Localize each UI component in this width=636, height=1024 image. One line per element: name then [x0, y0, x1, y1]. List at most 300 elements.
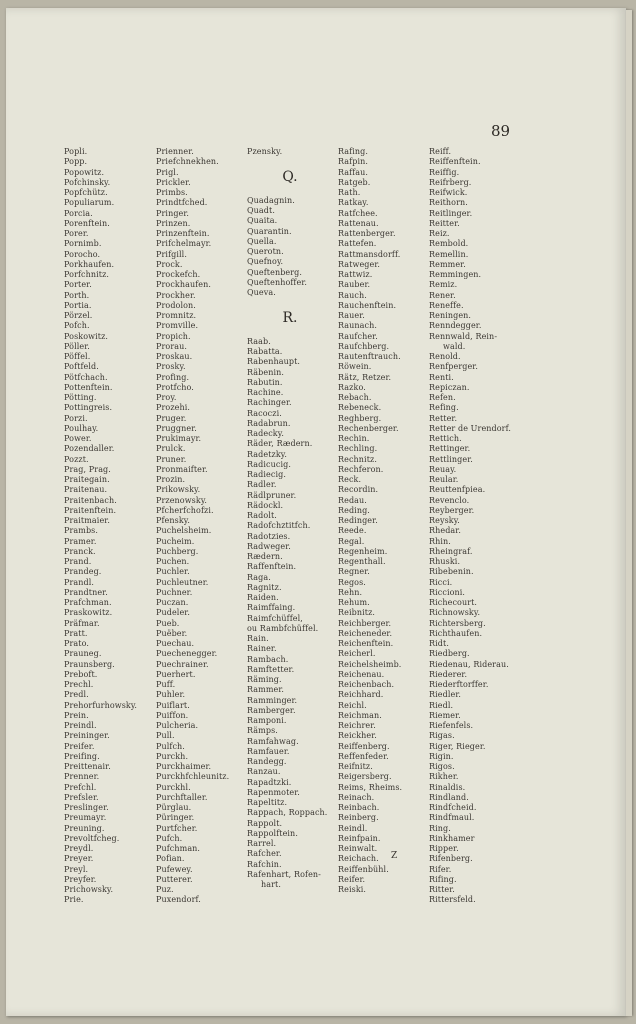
- name-entry: Ratkay.: [338, 198, 369, 208]
- name-entry: Reims, Rheims.: [338, 782, 403, 792]
- name-entry: Rämps.: [247, 726, 278, 736]
- name-entry: Rapenmoter.: [247, 787, 300, 797]
- name-entry: Rindfmaul.: [429, 813, 475, 823]
- name-entry: Reinberg.: [338, 813, 379, 823]
- name-entry: Radofchztitfch.: [247, 521, 311, 531]
- name-entry: Puff.: [156, 680, 176, 689]
- name-entry: Rebeneck.: [338, 403, 382, 413]
- name-entry: Rauer.: [338, 311, 365, 320]
- name-entry: Richtersberg.: [429, 618, 486, 628]
- name-entry: Rattenberger.: [338, 229, 396, 238]
- name-entry: Raimffaing.: [247, 603, 296, 613]
- name-entry: Reichenau.: [338, 669, 385, 679]
- name-entry: Pozendaller.: [64, 444, 115, 454]
- name-entry: Reneffe.: [429, 300, 464, 310]
- name-entry: Puchleutner.: [156, 577, 209, 587]
- name-entry: Reiffig.: [429, 167, 460, 177]
- name-entry: ou Rambfchüffel.: [247, 623, 319, 633]
- name-entry: Prorau.: [156, 341, 188, 351]
- name-entry: Renti.: [429, 372, 454, 382]
- name-entry: Rattmansdorff.: [338, 249, 401, 259]
- name-entry: Prevoltfcheg.: [64, 833, 120, 843]
- name-entry: Purchftaller.: [156, 792, 208, 802]
- name-entry: Randegg.: [247, 757, 287, 766]
- name-column-2: [156, 147, 248, 906]
- name-entry: Ricci.: [429, 577, 453, 587]
- name-entry: Rheingraf.: [429, 546, 473, 556]
- name-entry: Ramponi.: [247, 716, 287, 725]
- name-entry: Pfensky.: [156, 516, 190, 525]
- name-entry: Reinwalt.: [338, 844, 378, 853]
- name-entry: Quefnoy.: [247, 257, 284, 267]
- name-entry: Prockhaufen.: [156, 280, 212, 290]
- name-entry: Raunach.: [338, 321, 378, 331]
- name-entry: Remiz.: [429, 280, 458, 290]
- name-entry: Rädockl.: [247, 500, 284, 510]
- name-entry: Reichach.: [338, 854, 379, 864]
- name-entry: Pratt.: [64, 628, 88, 638]
- name-entry: Prulck.: [156, 444, 186, 454]
- name-entry: Richecourt.: [429, 598, 478, 607]
- name-entry: Rettinger.: [429, 444, 471, 454]
- name-entry: Rauber.: [338, 280, 371, 290]
- name-entry: Porth.: [64, 290, 90, 300]
- name-entry: Rhuski.: [429, 557, 461, 566]
- name-column-3: [247, 147, 339, 890]
- name-entry: Prosky.: [156, 362, 186, 372]
- name-entry: Preydl.: [64, 844, 94, 853]
- name-entry: Preininger.: [64, 731, 110, 741]
- name-entry: Rachinger.: [247, 398, 292, 408]
- name-entry: Reningen.: [429, 311, 472, 320]
- name-entry: Reding.: [338, 505, 370, 515]
- name-entry: Revenclo.: [429, 495, 470, 505]
- name-entry: Rätz, Retzer.: [338, 372, 392, 382]
- name-entry-two-line: [247, 870, 339, 891]
- name-entry: Rigos.: [429, 762, 455, 771]
- name-entry: Rhin.: [429, 536, 451, 546]
- name-entry: Regos.: [338, 577, 366, 587]
- name-entry: Rappolt.: [247, 818, 283, 828]
- name-entry: Prechl.: [64, 680, 94, 689]
- name-entry: Reigersberg.: [338, 772, 392, 782]
- name-entry: Pruger.: [156, 413, 187, 423]
- name-entry: Reibnitz.: [338, 608, 376, 618]
- name-entry: Rinaldis.: [429, 782, 466, 792]
- name-entry: Ragnitz.: [247, 582, 282, 592]
- name-entry: Rembold.: [429, 239, 469, 249]
- name-entry: Praitenftein.: [64, 505, 117, 515]
- name-entry: Reichenftein.: [338, 639, 394, 648]
- name-entry: Reitter.: [429, 218, 460, 228]
- name-entry: Redinger.: [338, 516, 378, 525]
- name-entry: Retter de Urendorf.: [429, 423, 512, 433]
- name-entry: Reifnitz.: [338, 762, 373, 771]
- name-entry: Rechenberger.: [338, 423, 399, 433]
- name-entry: Purckhfchleunitz.: [156, 772, 230, 782]
- name-entry: Rindland.: [429, 792, 469, 802]
- name-entry: Recordin.: [338, 485, 379, 495]
- name-entry: Predl.: [64, 690, 89, 700]
- name-entry: Puczan.: [156, 598, 189, 607]
- name-entry: Preslinger.: [64, 803, 109, 812]
- name-entry: Prinzen.: [156, 218, 191, 228]
- name-entry: Ramfahwag.: [247, 736, 299, 746]
- name-entry: Räder, Rædern.: [247, 439, 313, 449]
- name-entry: Riedl.: [429, 700, 454, 710]
- name-entry: Rafchin.: [247, 859, 282, 869]
- name-entry: Pucheim.: [156, 536, 195, 546]
- name-entry: Praunsberg.: [64, 659, 115, 669]
- name-entry: Retter.: [429, 413, 458, 423]
- name-entry: Rigin.: [429, 751, 454, 761]
- name-entry: Prand.: [64, 557, 92, 566]
- name-entry: Räbenin.: [247, 367, 285, 377]
- name-entry: Reede.: [338, 526, 367, 536]
- name-entry: Remellin.: [429, 249, 469, 259]
- name-entry: Riedberg.: [429, 649, 470, 659]
- name-entry: Raimfchüffel,: [247, 613, 303, 623]
- name-column-4: [338, 147, 430, 895]
- name-entry: Puchelsheim.: [156, 526, 212, 536]
- name-entry: Purtfcher.: [156, 823, 198, 833]
- name-entry: Porcia.: [64, 208, 93, 218]
- name-entry: Prifgill.: [156, 249, 187, 259]
- name-entry: Remmer.: [429, 259, 466, 269]
- name-entry: Puxendorf.: [156, 895, 201, 905]
- name-entry: Reiski.: [338, 885, 367, 894]
- name-entry: Reichhard.: [338, 690, 384, 700]
- name-entry: Puechrainer.: [156, 659, 209, 669]
- name-entry: Prinzenftein.: [156, 229, 210, 238]
- name-entry: Preifing.: [64, 751, 100, 761]
- name-entry: Radabrun.: [247, 418, 291, 428]
- name-entry: Raab.: [247, 336, 271, 346]
- name-entry: Rambach.: [247, 654, 289, 664]
- name-entry: Reiffenftein.: [429, 157, 481, 167]
- name-entry: Preboft.: [64, 669, 98, 679]
- name-entry: Rener.: [429, 290, 456, 300]
- name-entry: Puhler.: [156, 690, 186, 700]
- name-entry: Promville.: [156, 321, 199, 331]
- name-entry: Preuning.: [64, 823, 105, 833]
- name-entry: Rechnitz.: [338, 454, 377, 464]
- name-entry: Rauch.: [338, 290, 367, 300]
- name-entry: Porter.: [64, 280, 92, 290]
- name-entry: Prie.: [64, 895, 84, 905]
- name-entry: Pranck.: [64, 546, 96, 556]
- name-column-5: [429, 147, 529, 906]
- name-entry: Porzi.: [64, 413, 88, 423]
- name-entry: Puz.: [156, 885, 174, 894]
- name-entry: Prifchelmayr.: [156, 239, 212, 249]
- name-entry: Poftfeld.: [64, 362, 99, 372]
- name-entry: Pulfch.: [156, 741, 185, 751]
- name-entry: Pudeler.: [156, 608, 190, 618]
- name-entry: Repiczan.: [429, 382, 470, 392]
- name-entry: Ramfauer.: [247, 746, 290, 756]
- name-entry-line-2: wald.: [443, 341, 466, 351]
- name-entry: Ring.: [429, 823, 451, 833]
- name-entry: Ramminger.: [247, 695, 298, 705]
- name-entry: Riger, Rieger.: [429, 741, 486, 751]
- name-entry: Porocho.: [64, 249, 101, 259]
- name-entry: Rehn.: [338, 587, 363, 597]
- name-entry: Pottingreis.: [64, 403, 113, 413]
- name-entry: Prehorfurhowsky.: [64, 700, 138, 710]
- name-entry-line-1: Rennwald, Rein-: [429, 331, 498, 341]
- name-entry: Prichowsky.: [64, 885, 114, 894]
- name-entry: Raffenftein.: [247, 562, 297, 572]
- name-entry: Radler.: [247, 480, 277, 490]
- name-entry: Reysky.: [429, 516, 460, 525]
- name-entry: Power.: [64, 434, 92, 443]
- name-entry: Racoczi.: [247, 408, 282, 418]
- name-entry: Queftenhoffer.: [247, 277, 308, 287]
- name-entry: Reicherl.: [338, 649, 376, 659]
- name-entry: Reicheneder.: [338, 628, 393, 638]
- name-entry: Rabatta.: [247, 347, 283, 356]
- name-entry: Puiffon.: [156, 710, 189, 720]
- name-entry: Renndegger.: [429, 321, 482, 331]
- name-entry: Poskowitz.: [64, 331, 109, 341]
- name-entry: Pull.: [156, 731, 175, 741]
- name-entry: Rettlinger.: [429, 454, 473, 464]
- name-entry: Riemer.: [429, 710, 461, 720]
- name-entry: Putterer.: [156, 874, 193, 884]
- name-entry: Puechenegger.: [156, 649, 218, 659]
- name-entry: Preindl.: [64, 721, 97, 730]
- name-entry: Promnitz.: [156, 311, 197, 320]
- name-entry: Pufchman.: [156, 844, 201, 853]
- name-entry: Reifrberg.: [429, 177, 472, 187]
- name-entry: Rauchenftein.: [338, 300, 397, 310]
- name-entry: Profing.: [156, 372, 190, 382]
- name-entry: Reghberg.: [338, 413, 382, 423]
- name-entry: Rindfcheid.: [429, 803, 477, 812]
- section-letter-heading: Q.: [282, 168, 298, 185]
- name-entry: Pruner.: [156, 454, 187, 464]
- name-entry: Raiden.: [247, 593, 279, 602]
- name-entry: Puchberg.: [156, 546, 199, 556]
- name-entry: Rafpin.: [338, 157, 369, 167]
- name-entry: Radweger.: [247, 541, 291, 551]
- name-entry: Richthaufen.: [429, 628, 483, 638]
- name-entry: Popfchütz.: [64, 188, 108, 197]
- name-entry: Riederftorffer.: [429, 680, 489, 689]
- name-entry: Pronmaifter.: [156, 464, 208, 474]
- name-entry: Rebach.: [338, 393, 372, 402]
- name-entry: Reithorn.: [429, 198, 468, 208]
- name-entry: Radicucig.: [247, 459, 291, 469]
- name-entry: Raufchberg.: [338, 341, 390, 351]
- name-entry: Richnowsky.: [429, 608, 481, 618]
- name-entry: Puechau.: [156, 639, 195, 648]
- name-entry: Rattwiz.: [338, 270, 373, 279]
- name-entry: Reichelsheimb.: [338, 659, 402, 669]
- name-entry: Pruggner.: [156, 423, 197, 433]
- name-entry: Prauneg.: [64, 649, 102, 659]
- name-entry: Reindl.: [338, 823, 368, 833]
- name-entry: Regner.: [338, 567, 370, 577]
- name-entry: Prozin.: [156, 475, 186, 484]
- name-entry: Praitmaier.: [64, 516, 110, 525]
- name-entry: Pötting.: [64, 393, 97, 402]
- name-entry: Riedenau, Riderau.: [429, 659, 509, 669]
- name-entry: Reifwick.: [429, 188, 468, 197]
- name-entry-line-1: Rafenhart, Rofen-: [247, 869, 321, 879]
- name-entry: Reichberger.: [338, 618, 392, 628]
- name-entry: Rarrel.: [247, 839, 277, 848]
- name-entry: Ramftetter.: [247, 664, 295, 674]
- name-entry: Rafcher.: [247, 849, 282, 859]
- name-entry: Proy.: [156, 393, 177, 402]
- name-entry: Prozehi.: [156, 403, 191, 413]
- name-entry: Quaita.: [247, 216, 278, 226]
- name-entry: Regenheim.: [338, 546, 388, 556]
- name-entry: Renfperger.: [429, 362, 478, 372]
- name-entry: Porkhaufen.: [64, 259, 115, 269]
- name-entry: Prickler.: [156, 177, 191, 187]
- name-entry: Reck.: [338, 475, 362, 484]
- name-entry: Prein.: [64, 710, 89, 720]
- name-entry: Prag, Prag.: [64, 464, 111, 474]
- name-entry: Ridt.: [429, 639, 449, 648]
- name-entry: Rafing.: [338, 147, 369, 156]
- name-entry: Remmingen.: [429, 270, 482, 279]
- name-entry: Pueb.: [156, 618, 180, 628]
- name-entry: Rabenhaupt.: [247, 357, 301, 367]
- name-entry: Purckh.: [156, 751, 189, 761]
- name-entry: Prambs.: [64, 526, 99, 536]
- name-entry: Pufch.: [156, 833, 183, 843]
- name-entry: Preittenair.: [64, 762, 111, 771]
- name-entry: Rachine.: [247, 388, 284, 397]
- name-entry: Preifer.: [64, 741, 95, 751]
- name-entry: Pornimb.: [64, 239, 102, 249]
- name-entry: Prefsler.: [64, 792, 99, 802]
- name-entry: Proskau.: [156, 352, 193, 361]
- name-entry: Querotn.: [247, 247, 284, 256]
- name-entry: Przenowsky.: [156, 495, 208, 505]
- name-entry: Rechling.: [338, 444, 378, 454]
- name-entry: Rautenftrauch.: [338, 352, 401, 361]
- name-entry: Ramberger.: [247, 705, 296, 715]
- name-entry: Rädlpruner.: [247, 490, 297, 500]
- name-entry: Rattefen.: [338, 239, 377, 249]
- name-column-1: [64, 147, 156, 906]
- name-entry: Prienner.: [156, 147, 194, 156]
- name-entry: Popp.: [64, 157, 88, 167]
- name-entry: Ratweger.: [338, 259, 381, 269]
- name-entry: Porenftein.: [64, 218, 110, 228]
- name-entry: Reinbach.: [338, 803, 380, 812]
- name-entry: Popowitz.: [64, 167, 105, 177]
- name-entry: Rehum.: [338, 598, 370, 607]
- name-entry: Rigas.: [429, 731, 455, 741]
- name-entry: Radiecig.: [247, 470, 286, 479]
- name-entry: Ripper.: [429, 844, 459, 853]
- name-entry: Rittersfeld.: [429, 895, 476, 905]
- name-entry: Reinach.: [338, 792, 375, 802]
- name-entry: Pöller.: [64, 341, 90, 351]
- name-entry: Rattenau.: [338, 218, 379, 228]
- name-entry: Prandeg.: [64, 567, 102, 577]
- name-entry: Puerhert.: [156, 669, 196, 679]
- name-entry: Pöffel.: [64, 352, 91, 361]
- name-entry: Rinkhamer: [429, 833, 475, 843]
- name-entry: Rechin.: [338, 434, 370, 443]
- name-entry: Pozzt.: [64, 454, 89, 464]
- name-entry: Protfcho.: [156, 382, 194, 392]
- name-entry: Refing.: [429, 403, 459, 413]
- name-entry: Rain.: [247, 634, 269, 643]
- name-entry: Preumayr.: [64, 813, 107, 823]
- name-entry: Reuttenfpiea.: [429, 485, 486, 495]
- name-entry: Reiffenbühl.: [338, 864, 389, 874]
- name-entry: Ratfchee.: [338, 208, 378, 218]
- name-entry: Puchler.: [156, 567, 190, 577]
- name-entry: Rifer.: [429, 864, 452, 874]
- name-entry: Reickher.: [338, 731, 377, 741]
- name-entry: Pramer.: [64, 536, 97, 546]
- name-entry: Pötfchach.: [64, 372, 108, 382]
- name-entry: Prockefch.: [156, 270, 201, 279]
- name-entry: Reyberger.: [429, 505, 475, 515]
- name-entry: Rappach, Roppach.: [247, 808, 328, 818]
- name-entry: Reiff.: [429, 147, 452, 156]
- name-entry: Portia.: [64, 300, 92, 310]
- name-entry: Queftenberg.: [247, 267, 303, 277]
- name-entry-line-2: hart.: [261, 880, 282, 889]
- name-entry: Queva.: [247, 288, 276, 297]
- name-entry: Riederer.: [429, 669, 468, 679]
- name-entry: Prandtner.: [64, 587, 108, 597]
- name-entry: Praitegain.: [64, 475, 110, 484]
- name-entry: Primbs.: [156, 188, 188, 197]
- name-entry: Prukimayr.: [156, 434, 202, 443]
- name-entry: Radetzky.: [247, 449, 288, 459]
- name-entry: Rhedar.: [429, 526, 461, 536]
- name-entry: Redau.: [338, 495, 367, 505]
- name-entry: Prock.: [156, 259, 183, 269]
- name-entry: Radolt.: [247, 511, 277, 520]
- name-entry: Prodolon.: [156, 300, 196, 310]
- name-entry: Refen.: [429, 393, 456, 402]
- name-entry: Pofian.: [156, 854, 185, 864]
- name-entry: Prenner.: [64, 772, 100, 782]
- name-entry: Reifer.: [338, 874, 366, 884]
- name-entry: Prindtfched.: [156, 198, 208, 208]
- name-entry: Quella.: [247, 236, 277, 246]
- name-entry: Prefchl.: [64, 782, 97, 792]
- name-entry: Riedler.: [429, 690, 462, 700]
- name-entry: Puchner.: [156, 587, 193, 597]
- name-entry: Porer.: [64, 229, 89, 238]
- name-entry: Populiarum.: [64, 198, 115, 208]
- name-entry: Riccioni.: [429, 587, 466, 597]
- name-entry: Quarantin.: [247, 226, 292, 236]
- name-entry: Preyer.: [64, 854, 94, 864]
- name-entry: Quadt.: [247, 206, 275, 215]
- name-entry: Pottenftein.: [64, 382, 113, 392]
- name-entry: Präfmar.: [64, 618, 100, 628]
- name-entry: Rifenberg.: [429, 854, 473, 864]
- name-entry: Pringer.: [156, 208, 190, 218]
- name-entry: Reular.: [429, 475, 459, 484]
- name-entry: Rabutin.: [247, 377, 283, 387]
- name-entry: Regal.: [338, 536, 365, 546]
